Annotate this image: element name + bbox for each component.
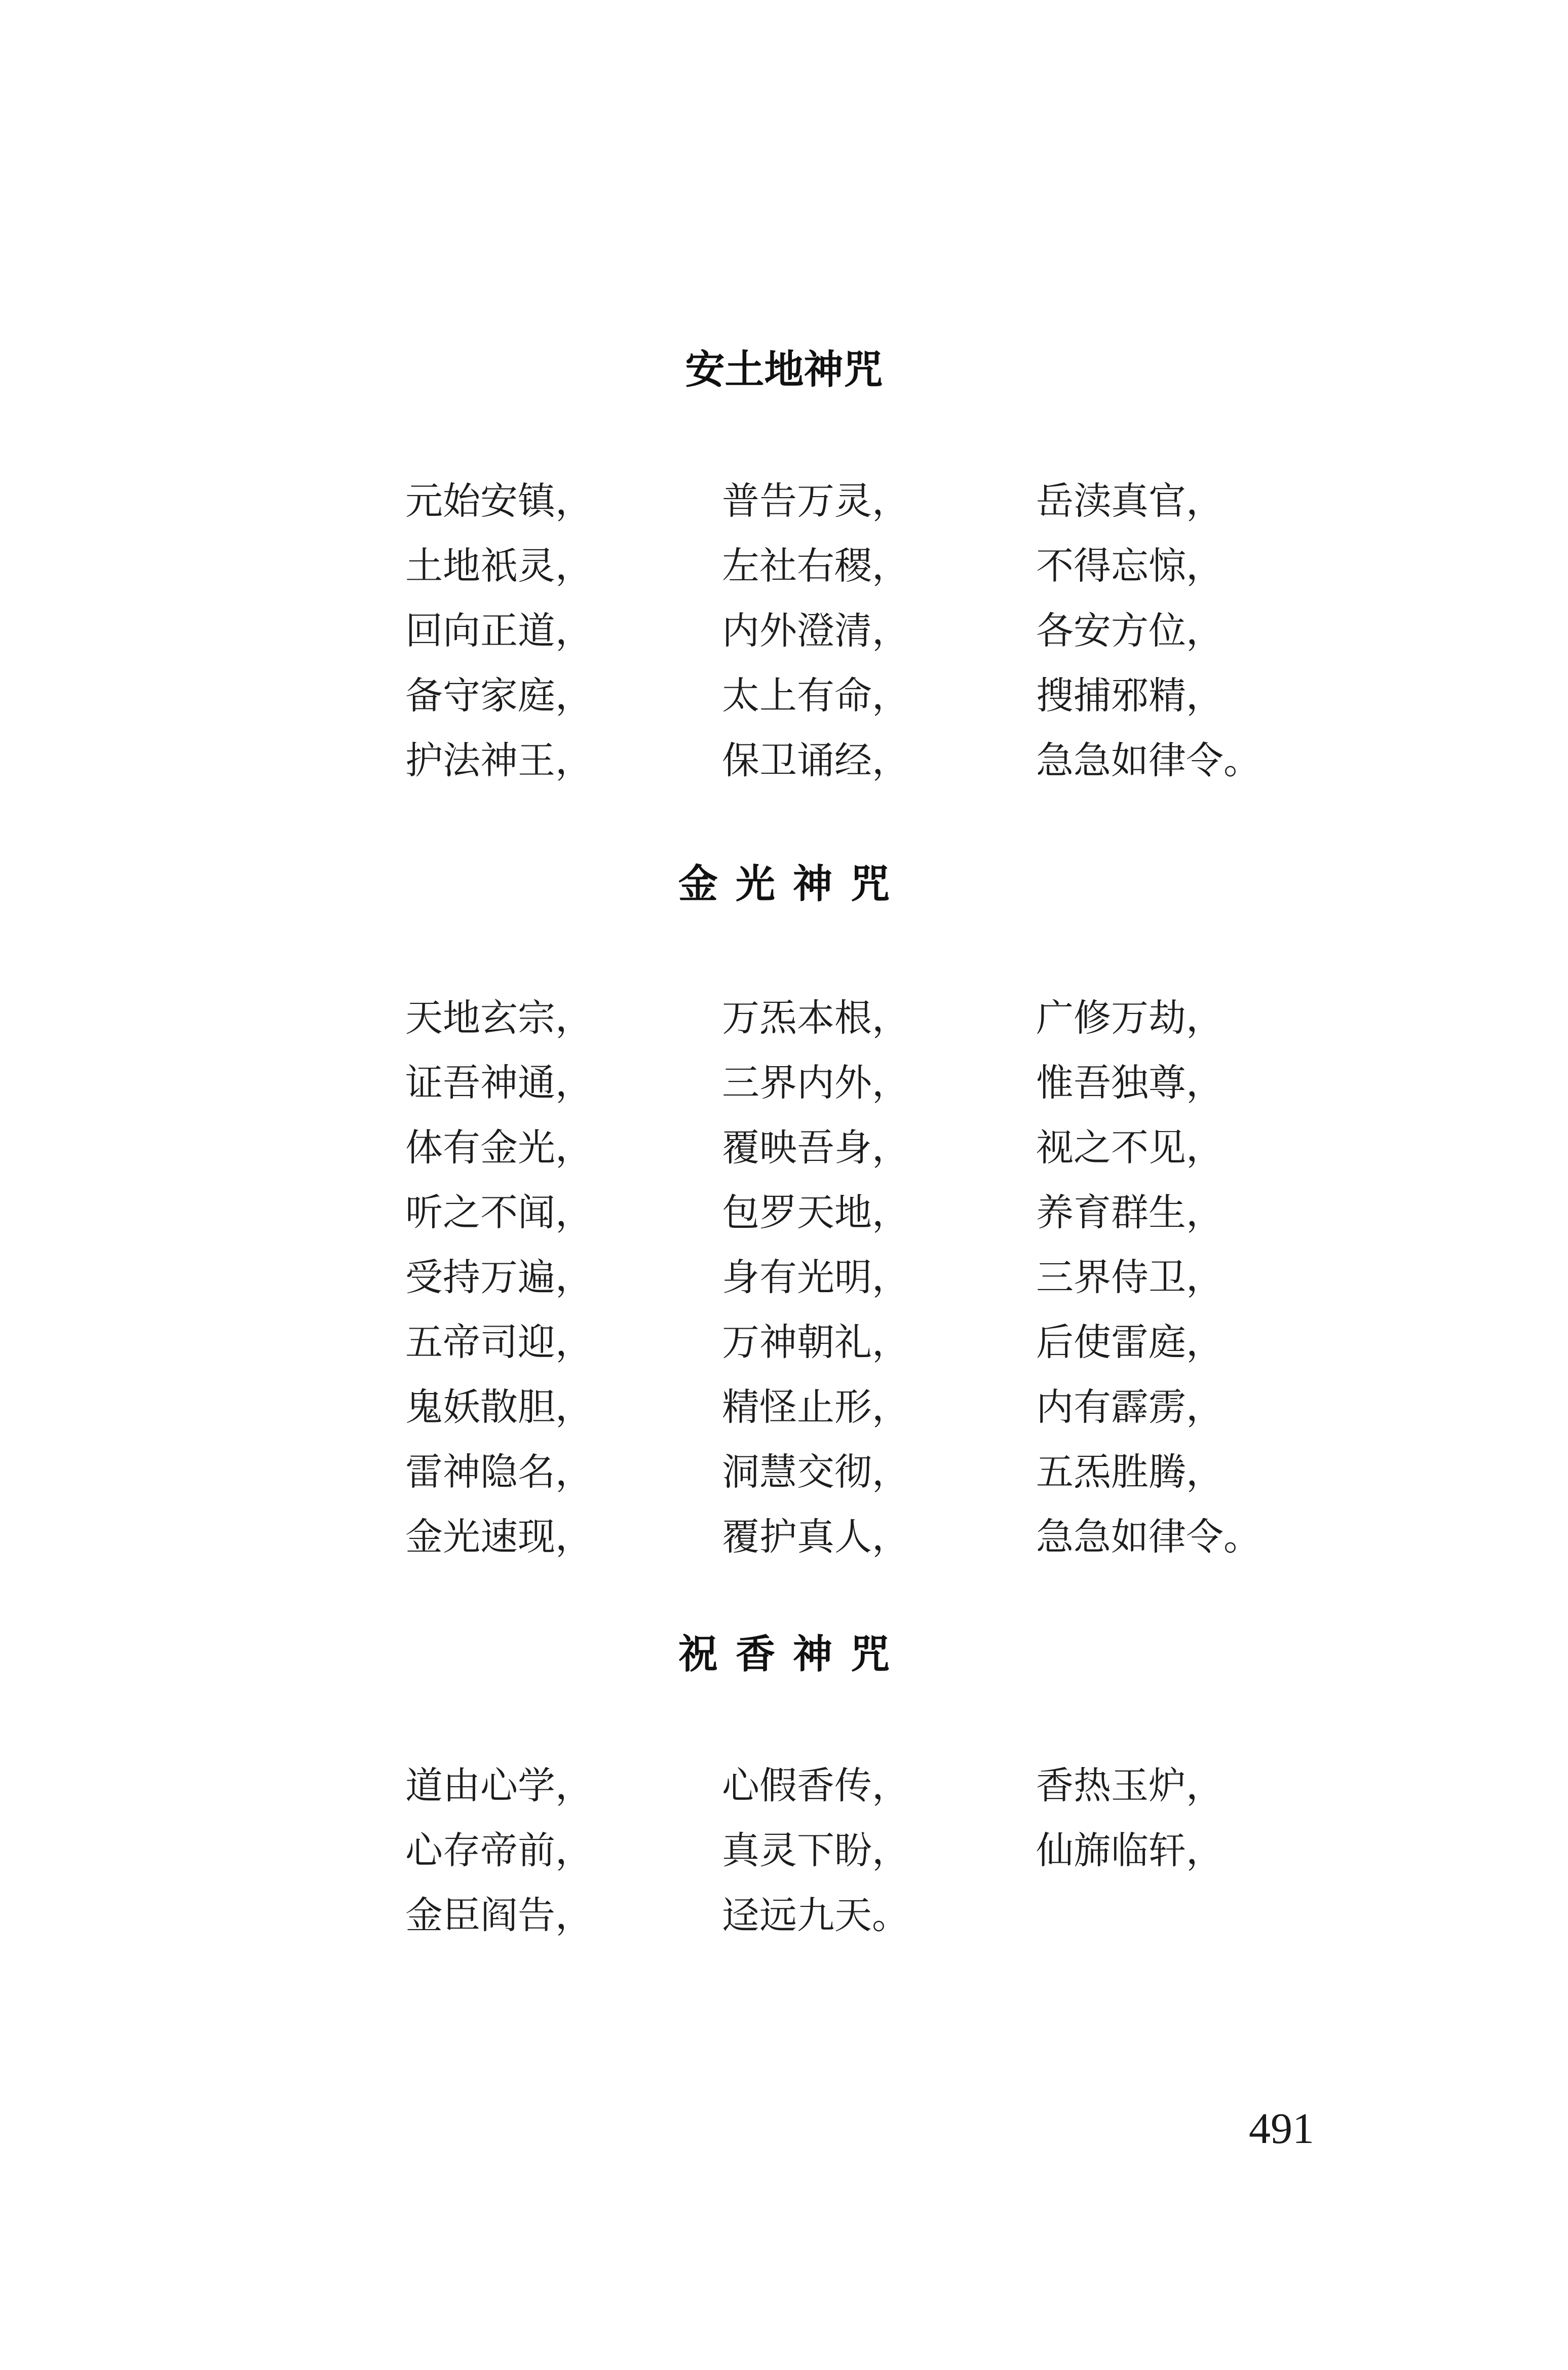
verse-row [0,1375,1568,1440]
verse-row [0,1115,1568,1180]
verse-line: 急急如律令。 [1036,739,1261,782]
verse-row [0,1883,1568,1948]
verse-line: 惟吾独尊， [1036,1061,1223,1105]
verse-line: 养育群生， [1036,1191,1223,1234]
verse-line: 内外澄清， [722,609,909,653]
verse-line: 雷神隐名， [405,1450,593,1494]
verse-line: 三界内外， [722,1061,909,1105]
verse-line: 身有光明， [722,1256,909,1299]
verse-row [0,1310,1568,1375]
verse-line: 护法神王， [405,739,593,782]
verse-line: 视之不见， [1036,1126,1223,1170]
verse-line: 道由心学， [405,1764,593,1808]
verse-line: 覆护真人， [722,1515,909,1559]
verse-line: 天地玄宗， [405,996,593,1040]
verse-row [0,1504,1568,1569]
verse-line: 各安方位， [1036,609,1223,653]
verse-line: 后使雷庭， [1036,1321,1223,1364]
verse-line: 急急如律令。 [1036,1515,1261,1559]
verse-row [0,1818,1568,1883]
verse-block-jinguang [0,986,1568,1569]
section-title-jinguang: 金光神咒 [678,861,908,907]
verse-line: 仙旆临轩， [1036,1829,1223,1872]
verse-line: 土地祇灵， [405,544,593,588]
verse-row [0,1753,1568,1818]
verse-line: 三界侍卫， [1036,1256,1223,1299]
verse-row [0,469,1568,534]
verse-row [0,986,1568,1050]
verse-line: 听之不闻， [405,1191,593,1234]
verse-line: 体有金光， [405,1126,593,1170]
verse-line: 搜捕邪精， [1036,674,1223,718]
verse-line: 万炁本根， [722,996,909,1040]
verse-row [0,1050,1568,1115]
verse-row [0,663,1568,728]
verse-line: 五炁胜腾， [1036,1450,1223,1494]
verse-line: 回向正道， [405,609,593,653]
verse-line: 证吾神通， [405,1061,593,1105]
verse-line: 包罗天地， [722,1191,909,1234]
verse-line: 洞慧交彻， [722,1450,909,1494]
verse-line: 受持万遍， [405,1256,593,1299]
verse-line: 万神朝礼， [722,1321,909,1364]
verse-line: 广修万劫， [1036,996,1223,1040]
verse-line: 保卫诵经， [722,739,909,782]
verse-block-zhuxiang [0,1753,1568,1948]
verse-row [0,1245,1568,1310]
verse-line: 普告万灵， [722,479,909,523]
verse-line: 鬼妖散胆， [405,1385,593,1429]
verse-line: 迳远九天。 [722,1894,909,1937]
verse-line: 覆映吾身， [722,1126,909,1170]
verse-row [0,534,1568,598]
verse-line: 内有霹雳， [1036,1385,1223,1429]
page-number: 491 [1249,2104,1314,2153]
section-title-zhuxiang: 祝香神咒 [678,1632,908,1677]
verse-row [0,728,1568,793]
verse-line: 太上有命， [722,674,909,718]
verse-line: 五帝司迎， [405,1321,593,1364]
verse-line: 心存帝前， [405,1829,593,1872]
verse-line: 不得忘惊， [1036,544,1223,588]
verse-row [0,598,1568,663]
verse-line: 香热玉炉， [1036,1764,1223,1808]
verse-line: 岳渎真官， [1036,479,1223,523]
verse-line: 真灵下盼， [722,1829,909,1872]
verse-line: 元始安镇， [405,479,593,523]
verse-line: 金臣阎告， [405,1894,593,1937]
verse-row [0,1440,1568,1504]
verse-block-an-tudi [0,469,1568,793]
verse-line: 心假香传， [722,1764,909,1808]
section-title-an-tudi: 安土地神咒 [685,347,883,393]
verse-row [0,1180,1568,1245]
verse-line: 精怪止形， [722,1385,909,1429]
verse-line: 左社右稷， [722,544,909,588]
verse-line: 金光速现， [405,1515,593,1559]
verse-line: 备守家庭， [405,674,593,718]
